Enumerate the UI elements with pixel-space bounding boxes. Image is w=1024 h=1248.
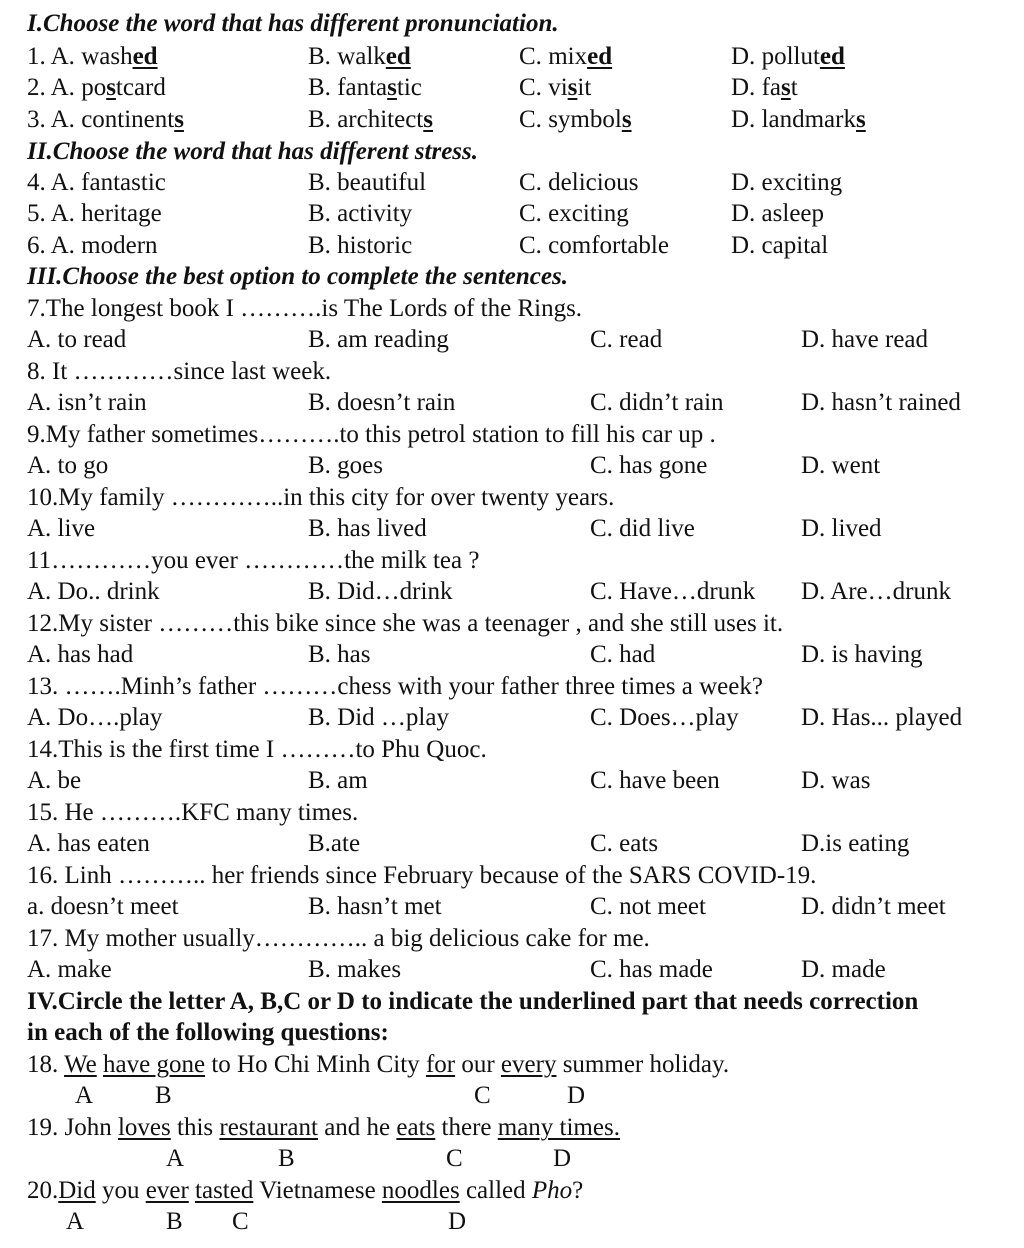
section-1-heading: I.Choose the word that has different pronunciation. [27, 10, 559, 37]
question-16-options: a. doesn’t meet B. hasn’t met C. not meet D. didn’t meet [27, 893, 946, 920]
question-15-stem: 15. He ……….KFC many times. [27, 799, 359, 826]
question-4: 4. A. fantastic B. beautiful C. delicious D. exciting [27, 169, 843, 196]
question-6: 6. A. modern B. historic C. comfortable D. capital [27, 232, 829, 259]
question-11-stem: 11…………you ever …………the milk tea ? [27, 547, 480, 574]
question-12-stem: 12.My sister ………this bike since she was a teenager , and she still uses it. [27, 610, 784, 637]
question-13-stem: 13. …….Minh’s father ………chess with your father three times a week? [27, 673, 763, 700]
question-19-sentence: 19. John loves this restaurant and he eats there many times. [27, 1114, 620, 1141]
question-5: 5. A. heritage B. activity C. exciting D. asleep [27, 200, 825, 227]
question-20-letters: A B C D [66, 1208, 467, 1235]
section-4-heading-line-1: IV.Circle the letter A, B,C or D to indicate the underlined part that needs correction [27, 988, 919, 1015]
question-16-stem: 16. Linh ……….. her friends since February because of the SARS COVID-19. [27, 862, 817, 889]
question-10-stem: 10.My family …………..in this city for over twenty years. [27, 484, 615, 511]
question-14-stem: 14.This is the first time I ………to Phu Quoc. [27, 736, 487, 763]
section-2-heading: II.Choose the word that has different stress. [27, 138, 479, 165]
question-18-sentence: 18. We have gone to Ho Chi Minh City for our every summer holiday. [27, 1051, 730, 1078]
question-17-options: A. make B. makes C. has made D. made [27, 956, 886, 983]
question-2: 2. A. postcard B. fantastic C. visit D. fast [27, 74, 798, 101]
question-9-options: A. to go B. goes C. has gone D. went [27, 452, 881, 479]
question-13-options: A. Do….play B. Did …play C. Does…play D. Has... played [27, 704, 963, 731]
question-11-options: A. Do.. drink B. Did…drink C. Have…drunk D. Are…drunk [27, 578, 951, 605]
question-19-letters: A B C D [166, 1145, 572, 1172]
question-1: 1. A. washed B. walked C. mixed D. polluted [27, 43, 845, 70]
question-15-options: A. has eaten B.ate C. eats D.is eating [27, 830, 910, 857]
question-14-options: A. be B. am C. have been D. was [27, 767, 871, 794]
section-4-heading-line-2: in each of the following questions: [27, 1019, 389, 1046]
section-3-heading: III.Choose the best option to complete the sentences. [27, 263, 568, 290]
question-7-options: A. to read B. am reading C. read D. have read [27, 326, 929, 353]
question-7-stem: 7.The longest book I ……….is The Lords of the Rings. [27, 295, 583, 322]
question-9-stem: 9.My father sometimes……….to this petrol station to fill his car up . [27, 421, 716, 448]
question-12-options: A. has had B. has C. had D. is having [27, 641, 923, 668]
question-20-sentence: 20.Did you ever tasted Vietnamese noodles called Pho? [27, 1177, 584, 1204]
question-17-stem: 17. My mother usually………….. a big delicious cake for me. [27, 925, 650, 952]
question-10-options: A. live B. has lived C. did live D. lived [27, 515, 882, 542]
question-3: 3. A. continents B. architects C. symbols D. landmarks [27, 106, 866, 133]
question-8-stem: 8. It …………since last week. [27, 358, 332, 385]
question-8-options: A. isn’t rain B. doesn’t rain C. didn’t rain D. hasn’t rained [27, 389, 961, 416]
question-18-letters: A B C D [75, 1082, 586, 1109]
